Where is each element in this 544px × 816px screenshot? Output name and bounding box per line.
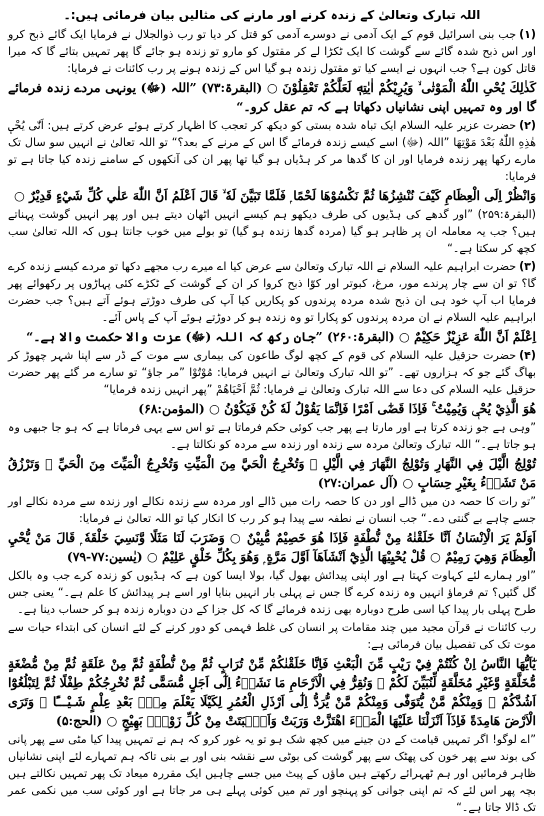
paragraph-number: (۲) [519, 119, 536, 132]
quran-verse [8, 186, 536, 205]
quran-verse [8, 399, 536, 418]
paragraph-number: (۴) [519, 349, 536, 362]
paragraph-text: ”اور ہمارے لئے کہاوت کہتا ہے اور اپنی پیدائش بھول گیا، بولا ایسا کون ہے کہ ہڈیوں کو زندہ کرے جب وہ بالکل گل گئیں؟ تم فرماؤ انہیں وہ زندہ کرے گا جس نے پہلی بار انہیں بنایا اور اسے ہر پیدائش کا علم ہے۔“ یعنی جس طرح پہلی بار پیدا کیا اسی طرح دوبارہ بھی زندہ فرمائے گا کہ کل جزا کے دن دوبارہ زندہ ہو کر حساب دینا ہے۔ [8, 569, 536, 616]
paragraph-text: اِعْلَمْ اَنَّ اللّٰهَ عَزِيْزٌ حَكِيْمٌ ○ (البقرۃ:۲۶۰) ”جان رکھ کہ اللہ (ﷻ) عزت والا حکمت والا ہے۔“ [26, 329, 536, 344]
paragraph-text: ”اے لوگو! اگر تمہیں قیامت کے دن جینے میں کچھ شک ہو تو یہ غور کرو کہ ہم نے تمہیں پیدا کیا مٹی سے پھر پانی کی بوند سے پھر خون کی پھٹک سے پھر گوشت کی بوٹی سے نقشہ بنی اور بے بنی تاکہ ہم تمہارے لئے اپنی نشانیاں ظاہر فرمائیں اور ہم ٹھہرائے رکھتے ہیں ماؤں کے پیٹ میں جسے چاہیں ایک مقررہ میعاد تک پھر تمہیں نکالتے ہیں بچہ پھر اس لئے کہ تم اپنی جوانی کو پہنچو اور تم میں کوئی پہلے ہی مر جاتا ہے اور کوئی سب میں نکمی عمر تک ڈالا جاتا ہے۔“ [8, 733, 536, 814]
paragraph-text: هُوَ الَّذِيْ يُحْيٖ وَيُمِيْتُ ۚ فَاِذَا قَضٰٓى اَمْرًا فَاِنَّمَا يَقُوْلُ لَهٗ كُنْ فَيَكُوْنُ ○ (المؤمن:۶۸) [138, 401, 536, 416]
paragraph [8, 26, 536, 77]
paragraph [8, 567, 536, 618]
quran-verse [8, 454, 536, 492]
paragraph [8, 731, 536, 816]
quran-verse [8, 78, 536, 116]
paragraph [8, 258, 536, 326]
paragraph-text: (البقرۃ:۲۵۹) ”اور گدھے کی ہڈیوں کی طرف دیکھو ہم کیسے انہیں اٹھان دیتے ہیں اور پھر انہیں گوشت پہناتے ہیں؟ جب یہ معاملہ ان پر ظاہر ہو گیا (مردہ گدھا زندہ ہو گیا) تو بولے میں خوب جانتا ہوں کہ اللہ تعالیٰ سب کچھ کر سکتا ہے۔“ [8, 208, 536, 255]
paragraph-text: اَوَلَمْ يَرَ الْاِنْسَانُ اَنَّا خَلَقْنٰهُ مِنْ نُّطْفَةٍ فَاِذَا هُوَ خَصِيْمٌ مُّبِيْنٌ ○ وَضَرَبَ لَنَا مَثَلًا وَّنَسِيَ خَلْقَهٗ ۭ قَالَ مَنْ يُّحْيِ الْعِظَامَ وَهِيَ رَمِيْمٌ ○ قُلْ يُحْيِيْهَا الَّذِيْٓ اَنْشَاَهَآ اَوَّلَ مَرَّةٍ ۭ وَهُوَ بِكُلِّ خَلْقٍ عَلِيْمٌ ○ (یٰسین:۷۷-۷۹) [8, 530, 536, 564]
paragraph-text: يٰٓاَيُّهَا النَّاسُ اِنْ كُنْتُمْ فِيْ رَيْبٍ مِّنَ الْبَعْثِ فَاِنَّا خَلَقْنٰكُمْ مِّنْ تُرَابٍ ثُمَّ مِنْ نُّطْفَةٍ ثُمَّ مِنْ عَلَقَةٍ ثُمَّ مِنْ مُّضْغَةٍ مُّخَلَّقَةٍ وَّغَيْرِ مُخَلَّقَةٍ لِّنُبَيِّنَ لَكُمْ ۭ وَنُقِرُّ فِي الْاَرْحَامِ مَا نَشَاۗءُ اِلٰٓى اَجَلٍ مُّسَمًّى ثُمَّ نُخْرِجُكُمْ طِفْلًا ثُمَّ لِتَبْلُغُوْٓا اَشُدَّكُمْ ۚ وَمِنْكُمْ مَّنْ يُّتَوَفّٰى وَمِنْكُمْ مَّنْ يُّرَدُّ اِلٰٓى اَرْذَلِ الْعُمُرِ لِكَيْلَا يَعْلَمَ مِنْۢ بَعْدِ عِلْمٍ شَـيْـــًٔا ۭ وَتَرَى الْاَرْضَ هَامِدَةً فَاِذَآ اَنْزَلْنَا عَلَيْهَا الْمَاۗءَ اهْتَزَّتْ وَرَبَتْ وَاَنْۢبَتَتْ مِنْ كُلِّ زَوْجٍۢ بَهِيْجٍ ○ (الحج:۵) [8, 656, 536, 728]
paragraph-text: ”تو رات کا حصہ دن میں ڈالے اور دن کا حصہ رات میں ڈالے اور مردہ سے زندہ نکالے اور زندہ سے مردہ نکالے اور جسے چاہے بے گنتی دے۔“ جب انسان نے نطفہ سے پیدا ہو کر رب کا انکار کیا تو اللہ تعالیٰ نے فرمایا: [8, 495, 536, 525]
quran-verse [8, 327, 536, 346]
paragraph-text: حضرت ابراہیم علیہ السلام نے اللہ تبارک وتعالیٰ سے عرض کیا اے میرے رب مجھے دکھا تو مردے کیسے زندہ کرے گا؟ تو ان سے چار پرندے مور، مرغ، کبوتر اور کوّا ذبح کروا کر ان کے گوشت کے ٹکڑے کئی پہاڑوں پر رکھوائے پھر فرمایا اب آپ خود ہی ان ذبح شدہ مردہ پرندوں کو پکاریں کیا آپ کی طرف دوڑتے ہوئے آتے ہیں؟ جب حضرت ابراہیم علیہ السلام نے ان مردہ پرندوں کو پکارا تو وہ زندہ ہو کر دوڑتے ہوئے آپ کے پاس آئے۔ [8, 260, 536, 324]
paragraph-text: ”وہی ہے جو زندہ کرتا ہے اور مارتا ہے پھر جب کوئی حکم فرماتا ہے تو اس سے یہی فرماتا ہے کہ ہو جا جبھی وہ ہو جاتا ہے۔“ اللہ تبارک وتعالیٰ مردہ سے زندہ اور زندہ سے مردہ کو نکالتا ہے۔ [8, 421, 536, 451]
document-body [8, 26, 536, 816]
paragraph-text: وَانْظُرْ اِلَى الْعِظَامِ كَيْفَ نُنْشِزُهَا ثُمَّ نَكْسُوْهَا لَحْمًا ۭ فَلَمَّا تَبَيَّنَ لَهٗ ۙ قَالَ اَعْلَمُ اَنَّ اللّٰهَ عَلٰي كُلِّ شَيْءٍ قَدِيْرٌ ○ [14, 188, 536, 203]
quran-verse [8, 654, 536, 730]
paragraph [8, 206, 536, 257]
paragraph [8, 493, 536, 527]
paragraph [8, 619, 536, 653]
paragraph-text: رب کائنات نے قرآن مجید میں چند مقامات پر انسان کی غلط فہمی کو دور کرنے کے لئے انسان کی ابتداء حیات سے موت تک کی تفصیل بیان فرمائی ہے: [8, 621, 536, 651]
page-heading: اللہ تبارک وتعالیٰ کے زندہ کرنے اور مارنے کی مثالیں بیان فرمائی ہیں:۔ [63, 8, 481, 22]
paragraph-text: جب بنی اسرائیل قوم کے ایک آدمی نے دوسرے آدمی کو قتل کر دیا تو رب ذوالجلال نے فرمایا ایک گائے ذبح کرو اور اس ذبح شدہ گائے سے گوشت کا ایک ٹکڑا لے کر مقتول کو مارو تو زندہ ہو جائے گا پھر تمہیں بتائے گا کہ میرا قاتل کون ہے؟ جب انہوں نے ایسے کیا تو مقتول زندہ ہو گیا اس کے زندہ ہونے پر رب کائنات نے فرمایا: [8, 28, 536, 75]
paragraph [8, 419, 536, 453]
quran-verse [8, 528, 536, 566]
paragraph-text: حضرت عزیر علیہ السلام ایک تباہ شدہ بستی کو دیکھ کر تعجب کا اظہار کرتے ہوئے عرض کرتے ہیں: اَنّٰى يُحْىٖ هٰذِهِ اللّٰهُ بَعْدَ مَوْتِهَا ”اللہ (ﷻ) اسے کیسے زندہ فرمائے گا اس کے مرنے کے بعد؟“ تو اللہ تعالیٰ نے انہیں سو سال تک مارے رکھا پھر زندہ فرمایا اور ان کا گدھا مر کر ہڈیاں ہو گیا تھا پھر ان کی آنکھوں کے سامنے زندہ کیا جاتا ہے تو فرمایا: [8, 119, 536, 183]
paragraph-text: حضرت حزقیل علیہ السلام کی قوم کے کچھ لوگ طاعون کی بیماری سے موت کے ڈر سے اپنا شہر چھوڑ کر بھاگ گئے جو کہ ہزاروں تھے۔ ”تو اللہ تبارک وتعالیٰ نے انہیں فرمایا: مُوْتُوْا ”مر جاؤ“ تو سارے مر گئے پھر حضرت حزقیل علیہ السلام کی دعا سے اللہ تبارک وتعالیٰ نے فرمایا: ثُمَّ اَحْيَاهُمْ ”پھر انہیں زندہ فرمایا“ [8, 349, 536, 396]
paragraph [8, 117, 536, 185]
paragraph-number: (۱) [519, 28, 536, 41]
paragraph-text: تُوْلِجُ الَّيْلَ فِي النَّهَارِ وَتُوْلِجُ النَّهَارَ فِي الَّيْلِ ۡ وَتُخْرِجُ الْحَيَّ مِنَ الْمَيِّتِ وَتُخْرِجُ الْمَيِّتَ مِنَ الْحَيِّ ۡ وَتَرْزُقُ مَنْ تَشَاۗءُ بِغَيْرِ حِسَابٍ ○ (آل عمران:۲۷) [8, 456, 536, 490]
paragraph [8, 347, 536, 398]
paragraph-text: كَذٰلِكَ يُحْىِ اللّٰهُ الْمَوْتٰى ۙ وَيُرِيْكُمْ اٰيٰتِهٖ لَعَلَّكُمْ تَعْقِلُوْنَ ○ (البقرۃ:۷۳) ”اللہ (ﷻ) یونہی مردے زندہ فرمائے گا اور وہ تمہیں اپنی نشانیاں دکھاتا ہے کہ تم عقل کرو۔“ [8, 80, 537, 114]
paragraph-number: (۳) [519, 260, 536, 273]
